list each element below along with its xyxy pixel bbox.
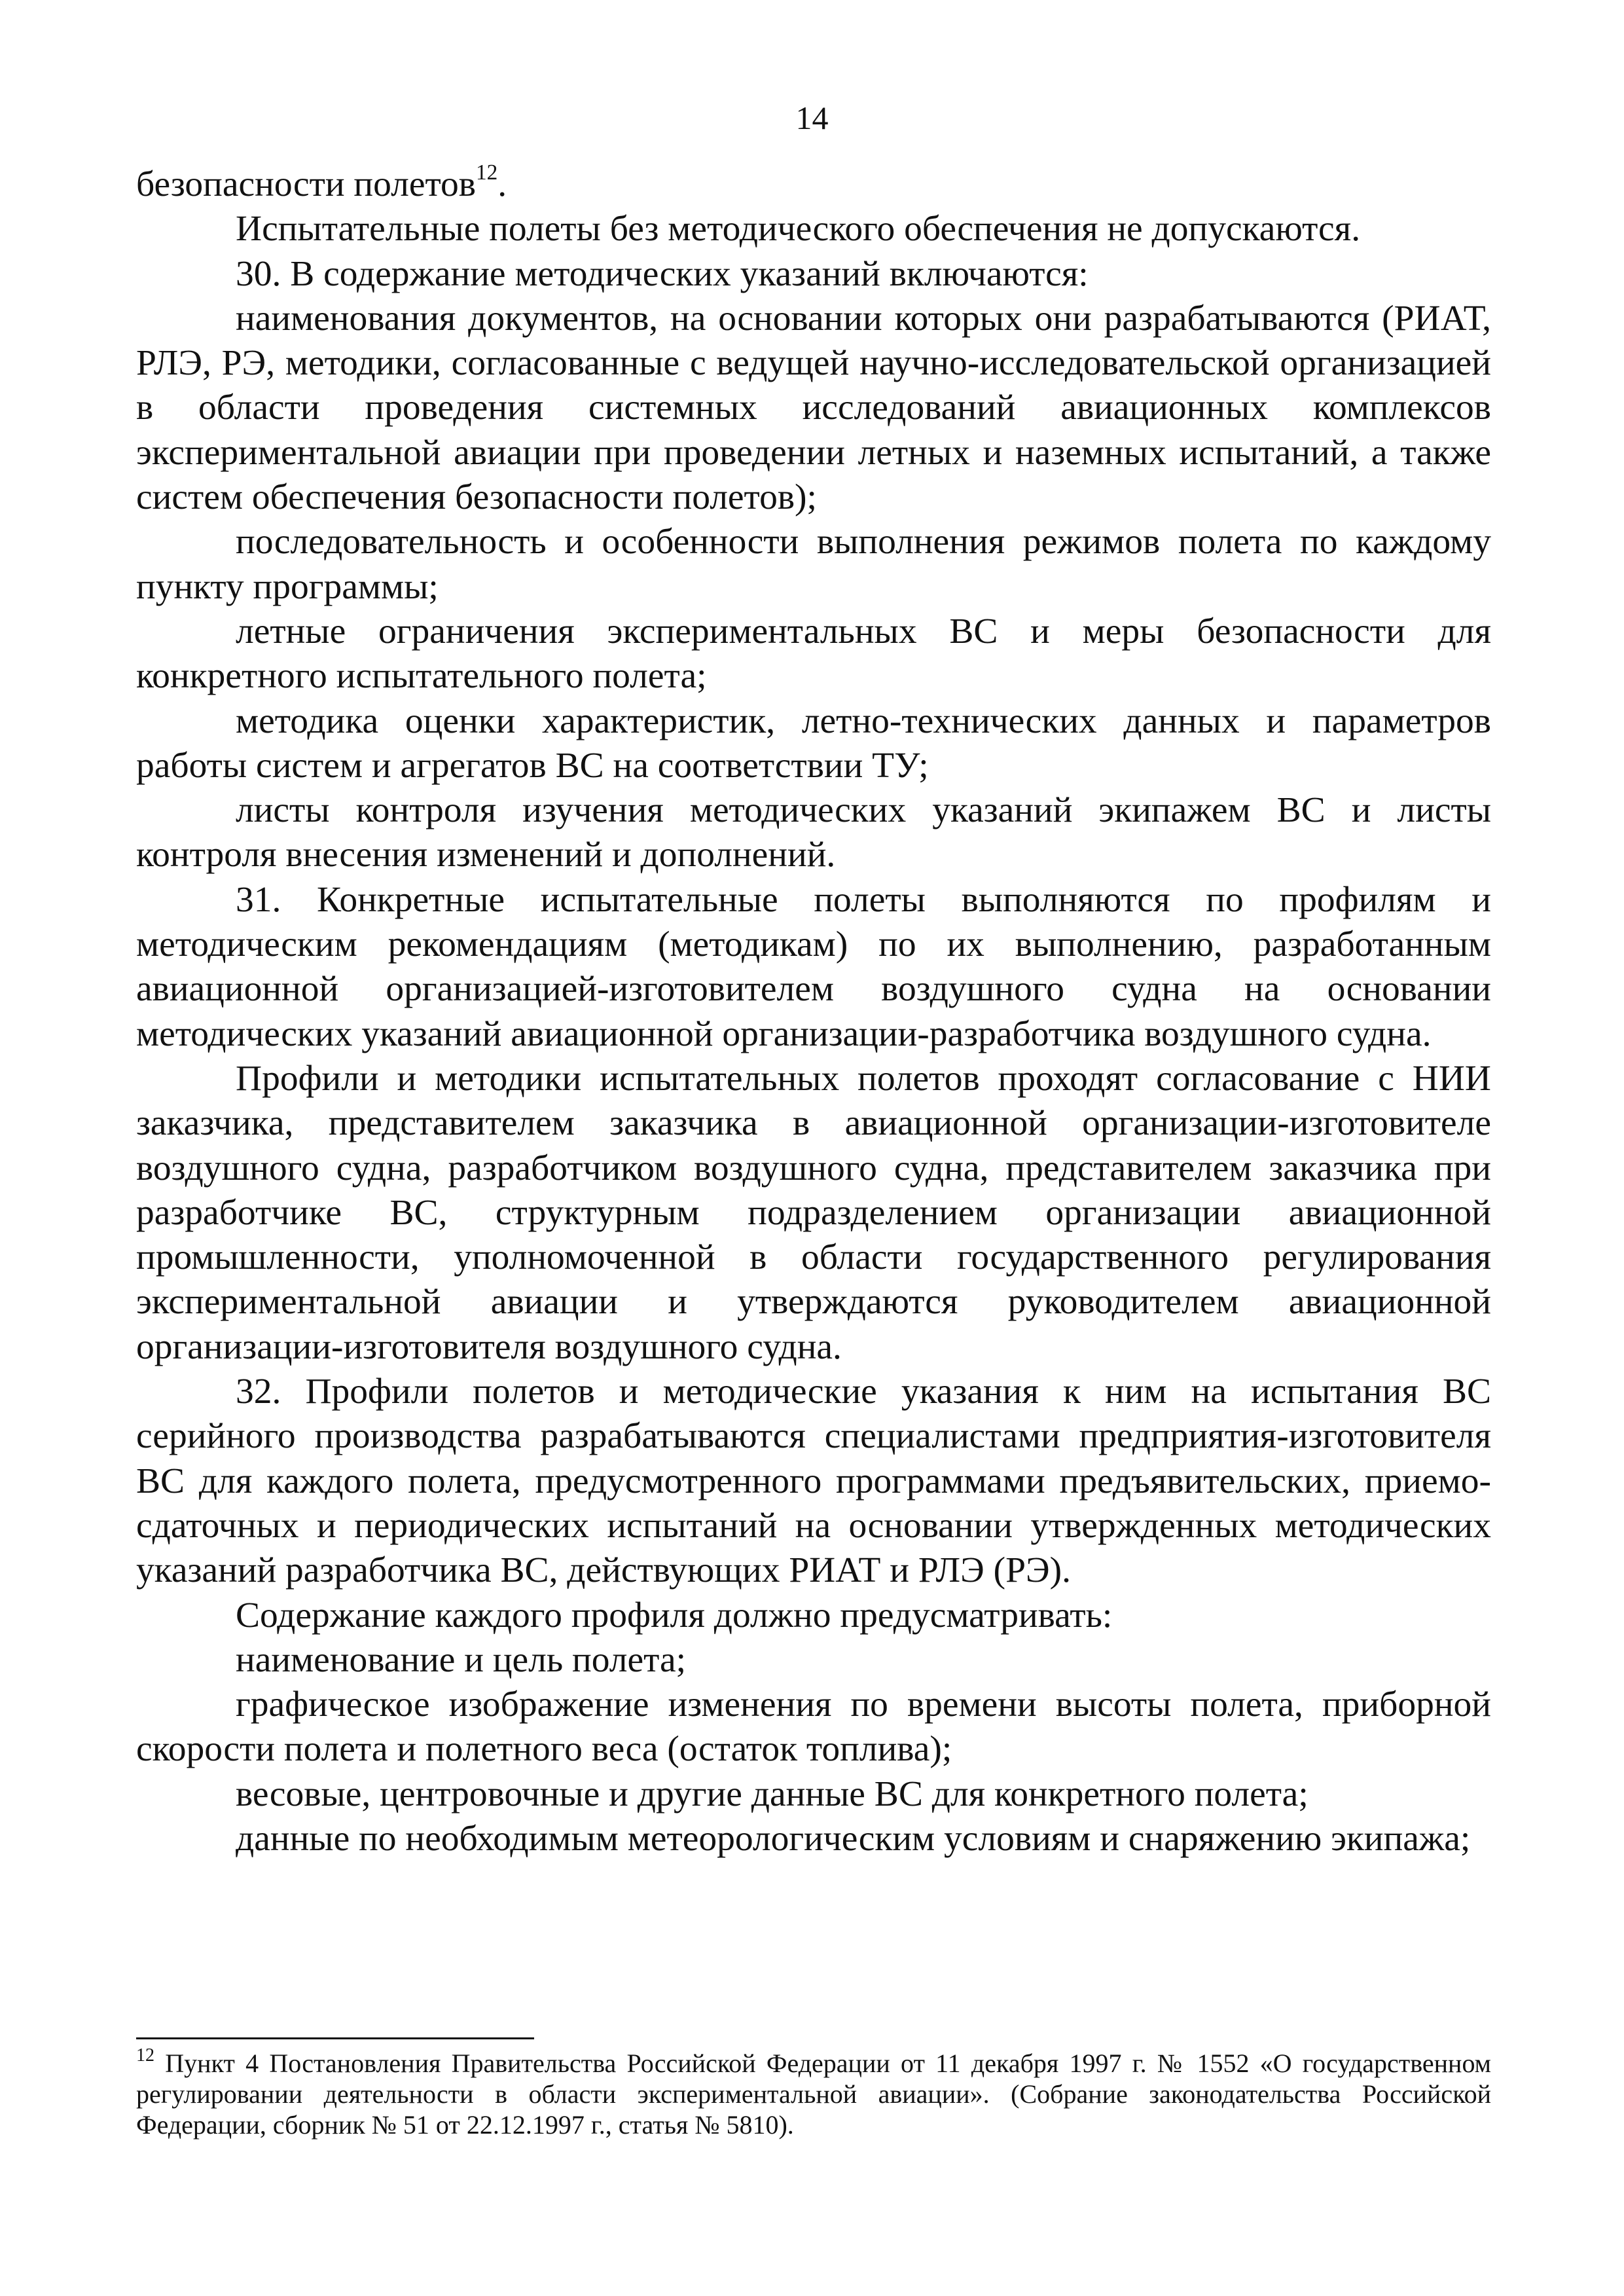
paragraph-item-30: 30. В содержание методических указаний включаются: <box>236 253 1089 294</box>
paragraph: данные по необходимым метеорологическим условиям и снаряжению экипажа; <box>236 1818 1471 1859</box>
paragraph: листы контроля изучения методических указаний экипажем ВС и листы контроля внесения изменений и дополнений. <box>136 790 1491 875</box>
paragraph-item-32: 32. Профили полетов и методические указания к ним на испытания ВС серийного производства разрабатываются специалистами предприятия-изготовителя ВС для каждого полета, предусмотренного программами предъявительских, приемо-сдаточных и периодических испытаний на основании утвержденных методических указаний разработчика ВС, действующих РИАТ и РЛЭ (РЭ). <box>136 1372 1491 1591</box>
main-text <box>136 162 1491 1861</box>
paragraph: графическое изображение изменения по времени высоты полета, приборной скорости полета и полетного веса (остаток топлива); <box>136 1685 1491 1770</box>
paragraph: Испытательные полеты без методического обеспечения не допускаются. <box>236 209 1361 249</box>
paragraph-continuation <box>136 162 1491 207</box>
paragraph: Профили и методики испытательных полетов проходят согласование с НИИ заказчика, представителем заказчика в авиационной организации-изготовителе воздушного судна, разработчиком воздушного судна, представителем заказчика при разработчике ВС, структурным подразделением организации авиационной промышленности, уполномоченной в области государственного регулирования экспериментальной авиации и утверждаются руководителем авиационной организации-изготовителя воздушного судна. <box>136 1058 1491 1367</box>
paragraph: наименования документов, на основании которых они разрабатываются (РИАТ, РЛЭ, РЭ, методики, согласованные с ведущей научно-исследовательской организацией в области проведения системных исследований авиационных комплексов экспериментальной авиации при проведении летных и наземных испытаний, а также систем обеспечения безопасности полетов); <box>136 298 1491 518</box>
paragraph-punctuation: . <box>497 164 507 204</box>
footnote <box>136 2045 1491 2140</box>
paragraph: Содержание каждого профиля должно предусматривать: <box>236 1595 1113 1635</box>
footnote-marker: 12 <box>136 2045 154 2066</box>
paragraph: летные ограничения экспериментальных ВС и меры безопасности для конкретного испытательного полета; <box>136 611 1491 697</box>
page-number: 14 <box>795 100 829 136</box>
paragraph: наименование и цель полета; <box>236 1639 687 1680</box>
footnote-text: Пункт 4 Постановления Правительства Российской Федерации от 11 декабря 1997 г. № 1552 «О государственном регулировании деятельности в области экспериментальной авиации». (Собрание законодательства Российской Федерации, сборник № 51 от 22.12.1997 г., статья № 5810). <box>136 2049 1491 2140</box>
footnote-reference: 12 <box>475 160 498 185</box>
footnote-divider <box>136 2037 534 2039</box>
paragraph: весовые, центровочные и другие данные ВС для конкретного полета; <box>236 1774 1308 1814</box>
paragraph: методика оценки характеристик, летно-технических данных и параметров работы систем и агрегатов ВС на соответствии ТУ; <box>136 701 1491 786</box>
paragraph: последовательность и особенности выполнения режимов полета по каждому пункту программы; <box>136 522 1491 607</box>
paragraph-item-31: 31. Конкретные испытательные полеты выполняются по профилям и методическим рекомендациям (методикам) по их выполнению, разработанным авиационной организацией-изготовителем воздушного судна на основании методических указаний авиационной организации-разработчика воздушного судна. <box>136 879 1491 1054</box>
paragraph-text: безопасности полетов <box>136 164 476 204</box>
